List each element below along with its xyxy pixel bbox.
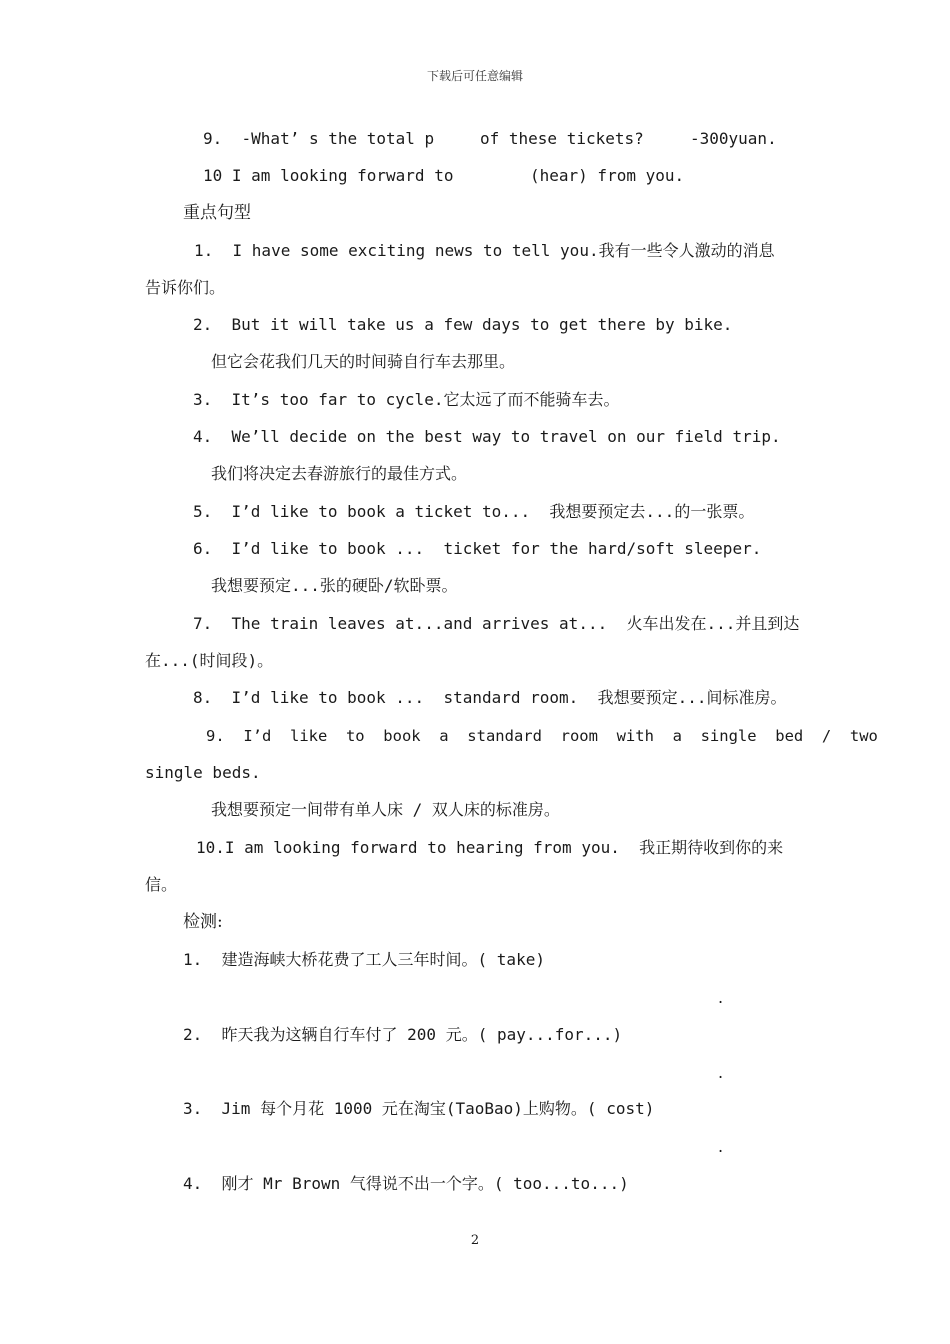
test-title: 检测: [183, 912, 223, 932]
test-item-2: 2. 昨天我为这辆自行车付了 200 元。( pay...for...) [183, 1025, 623, 1044]
exercise-9-part2: of these tickets? [480, 129, 644, 148]
test-item-1: 1. 建造海峡大桥花费了工人三年时间。( take) [183, 950, 545, 969]
answer-line-end: . [718, 1137, 724, 1156]
key-sentence-line: 但它会花我们几天的时间骑自行车去那里。 [211, 352, 516, 371]
page-header: 下载后可任意编辑 [426, 69, 523, 83]
key-sentence-line: 7. The train leaves at...and arrives at... 火车出发在...并且到达 [193, 614, 800, 633]
exercise-10-part2: (hear) from you. [530, 166, 685, 185]
key-sentence-line: 告诉你们。 [145, 278, 226, 297]
key-sentence-line: 5. I’d like to book a ticket to... 我想要预定去...的一张票。 [193, 502, 755, 521]
key-sentence-line: 我们将决定去春游旅行的最佳方式。 [211, 464, 468, 483]
exercise-9-part3: -300yuan. [690, 129, 777, 148]
key-sentence-line: 1. I have some exciting news to tell you.我有一些令人激动的消息 [194, 241, 775, 260]
test-item-3: 3. Jim 每个月花 1000 元在淘宝(TaoBao)上购物。( cost) [183, 1099, 655, 1118]
key-sentence-line: 4. We’ll decide on the best way to travel on our field trip. [193, 427, 781, 446]
key-sentence-line: 6. I’d like to book ... ticket for the hard/soft sleeper. [193, 539, 762, 558]
key-sentence-line: single beds. [145, 763, 261, 782]
key-sentence-line: 9. I’d like to book a standard room with a single bed / two [206, 727, 878, 745]
key-sentence-line: 3. It’s too far to cycle.它太远了而不能骑车去。 [193, 390, 620, 409]
exercise-10-part1: 10 I am looking forward to [203, 166, 454, 185]
key-sentence-line: 2. But it will take us a few days to get there by bike. [193, 315, 733, 334]
key-sentence-line: 10.I am looking forward to hearing from you. 我正期待收到你的来 [196, 838, 784, 857]
key-sentence-line: 在...(时间段)。 [145, 651, 274, 670]
key-sentence-line: 8. I’d like to book ... standard room. 我想要预定...间标准房。 [193, 688, 787, 707]
key-sentences-title: 重点句型 [183, 203, 251, 223]
key-sentence-line: 我想要预定...张的硬卧/软卧票。 [211, 576, 458, 595]
answer-line-end: . [718, 1063, 724, 1082]
test-item-4: 4. 刚才 Mr Brown 气得说不出一个字。( too...to...) [183, 1174, 629, 1193]
answer-line-end: . [718, 988, 724, 1007]
page-number: 2 [470, 1233, 480, 1248]
key-sentence-line: 我想要预定一间带有单人床 / 双人床的标准房。 [211, 800, 560, 819]
exercise-9-part1: 9. -What’ s the total p [203, 129, 435, 148]
key-sentence-line: 信。 [145, 875, 178, 894]
